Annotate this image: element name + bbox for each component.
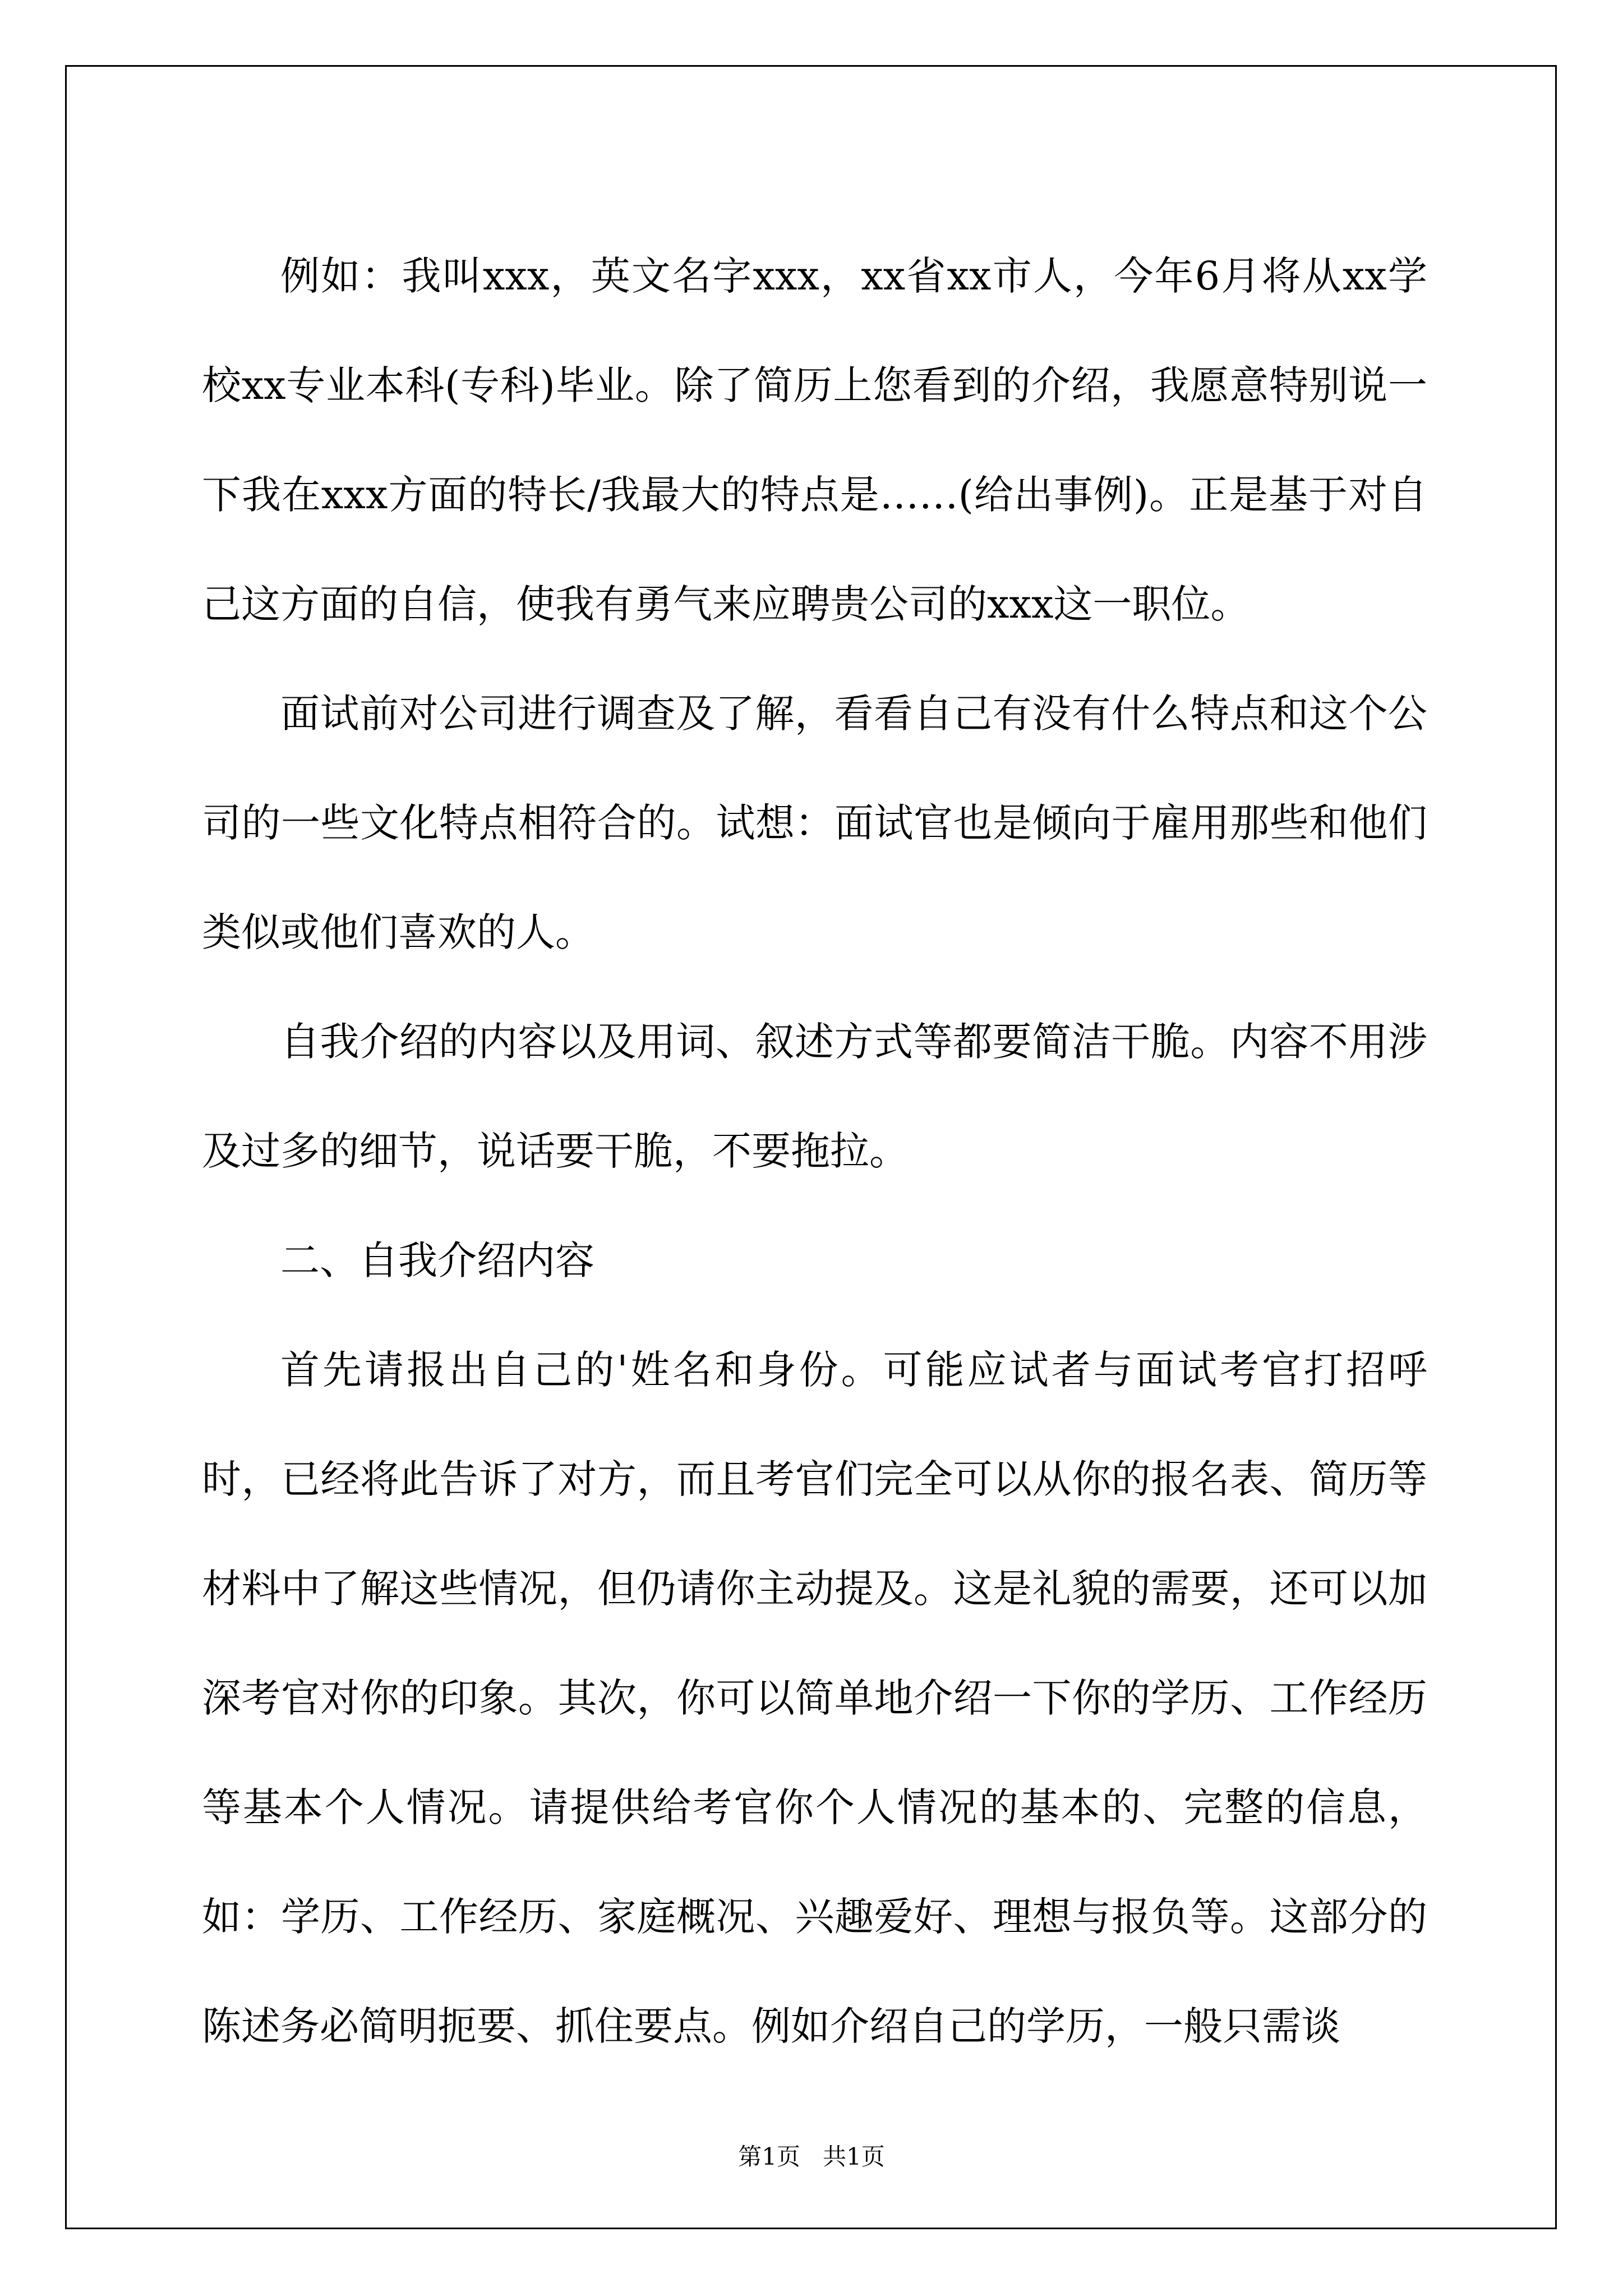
paragraph-company-research: 面试前对公司进行调查及了解，看看自己有没有什么特点和这个公司的一些文化特点相符合的。试想：面试官也是倾向于雇用那些和他们类似或他们喜欢的人。	[202, 691, 1427, 955]
paragraph-concise-content: 自我介绍的内容以及用词、叙述方式等都要简洁干脆。内容不用涉及过多的细节，说话要干脆，不要拖拉。	[202, 1019, 1427, 1174]
document-body	[202, 222, 1427, 2081]
page-number-footer: 第1页 共1页	[738, 2143, 885, 2170]
paragraph-name-identity: 首先请报出自己的'姓名和身份。可能应试者与面试考官打招呼时，已经将此告诉了对方，而且考官们完全可以从你的报名表、简历等材料中了解这些情况，但仍请你主动提及。这是礼貌的需要，还可以加深考官对你的印象。其次，你可以简单地介绍一下你的学历、工作经历等基本个人情况。请提供给考官你个人情况的基本的、完整的信息，如：学历、工作经历、家庭概况、兴趣爱好、理想与报负等。这部分的陈述务必简明扼要、抓住要点。例如介绍自己的学历，一般只需谈	[202, 1347, 1427, 2049]
paragraph-example-intro: 例如：我叫xxx，英文名字xxx，xx省xx市人，今年6月将从xx学校xx专业本科(专科)毕业。除了简历上您看到的介绍，我愿意特别说一下我在xxx方面的特长/我最大的特点是……(给出事例)。正是基于对自己这方面的自信，使我有勇气来应聘贵公司的xxx这一职位。	[202, 253, 1427, 627]
section-heading: 二、自我介绍内容	[280, 1237, 594, 1283]
